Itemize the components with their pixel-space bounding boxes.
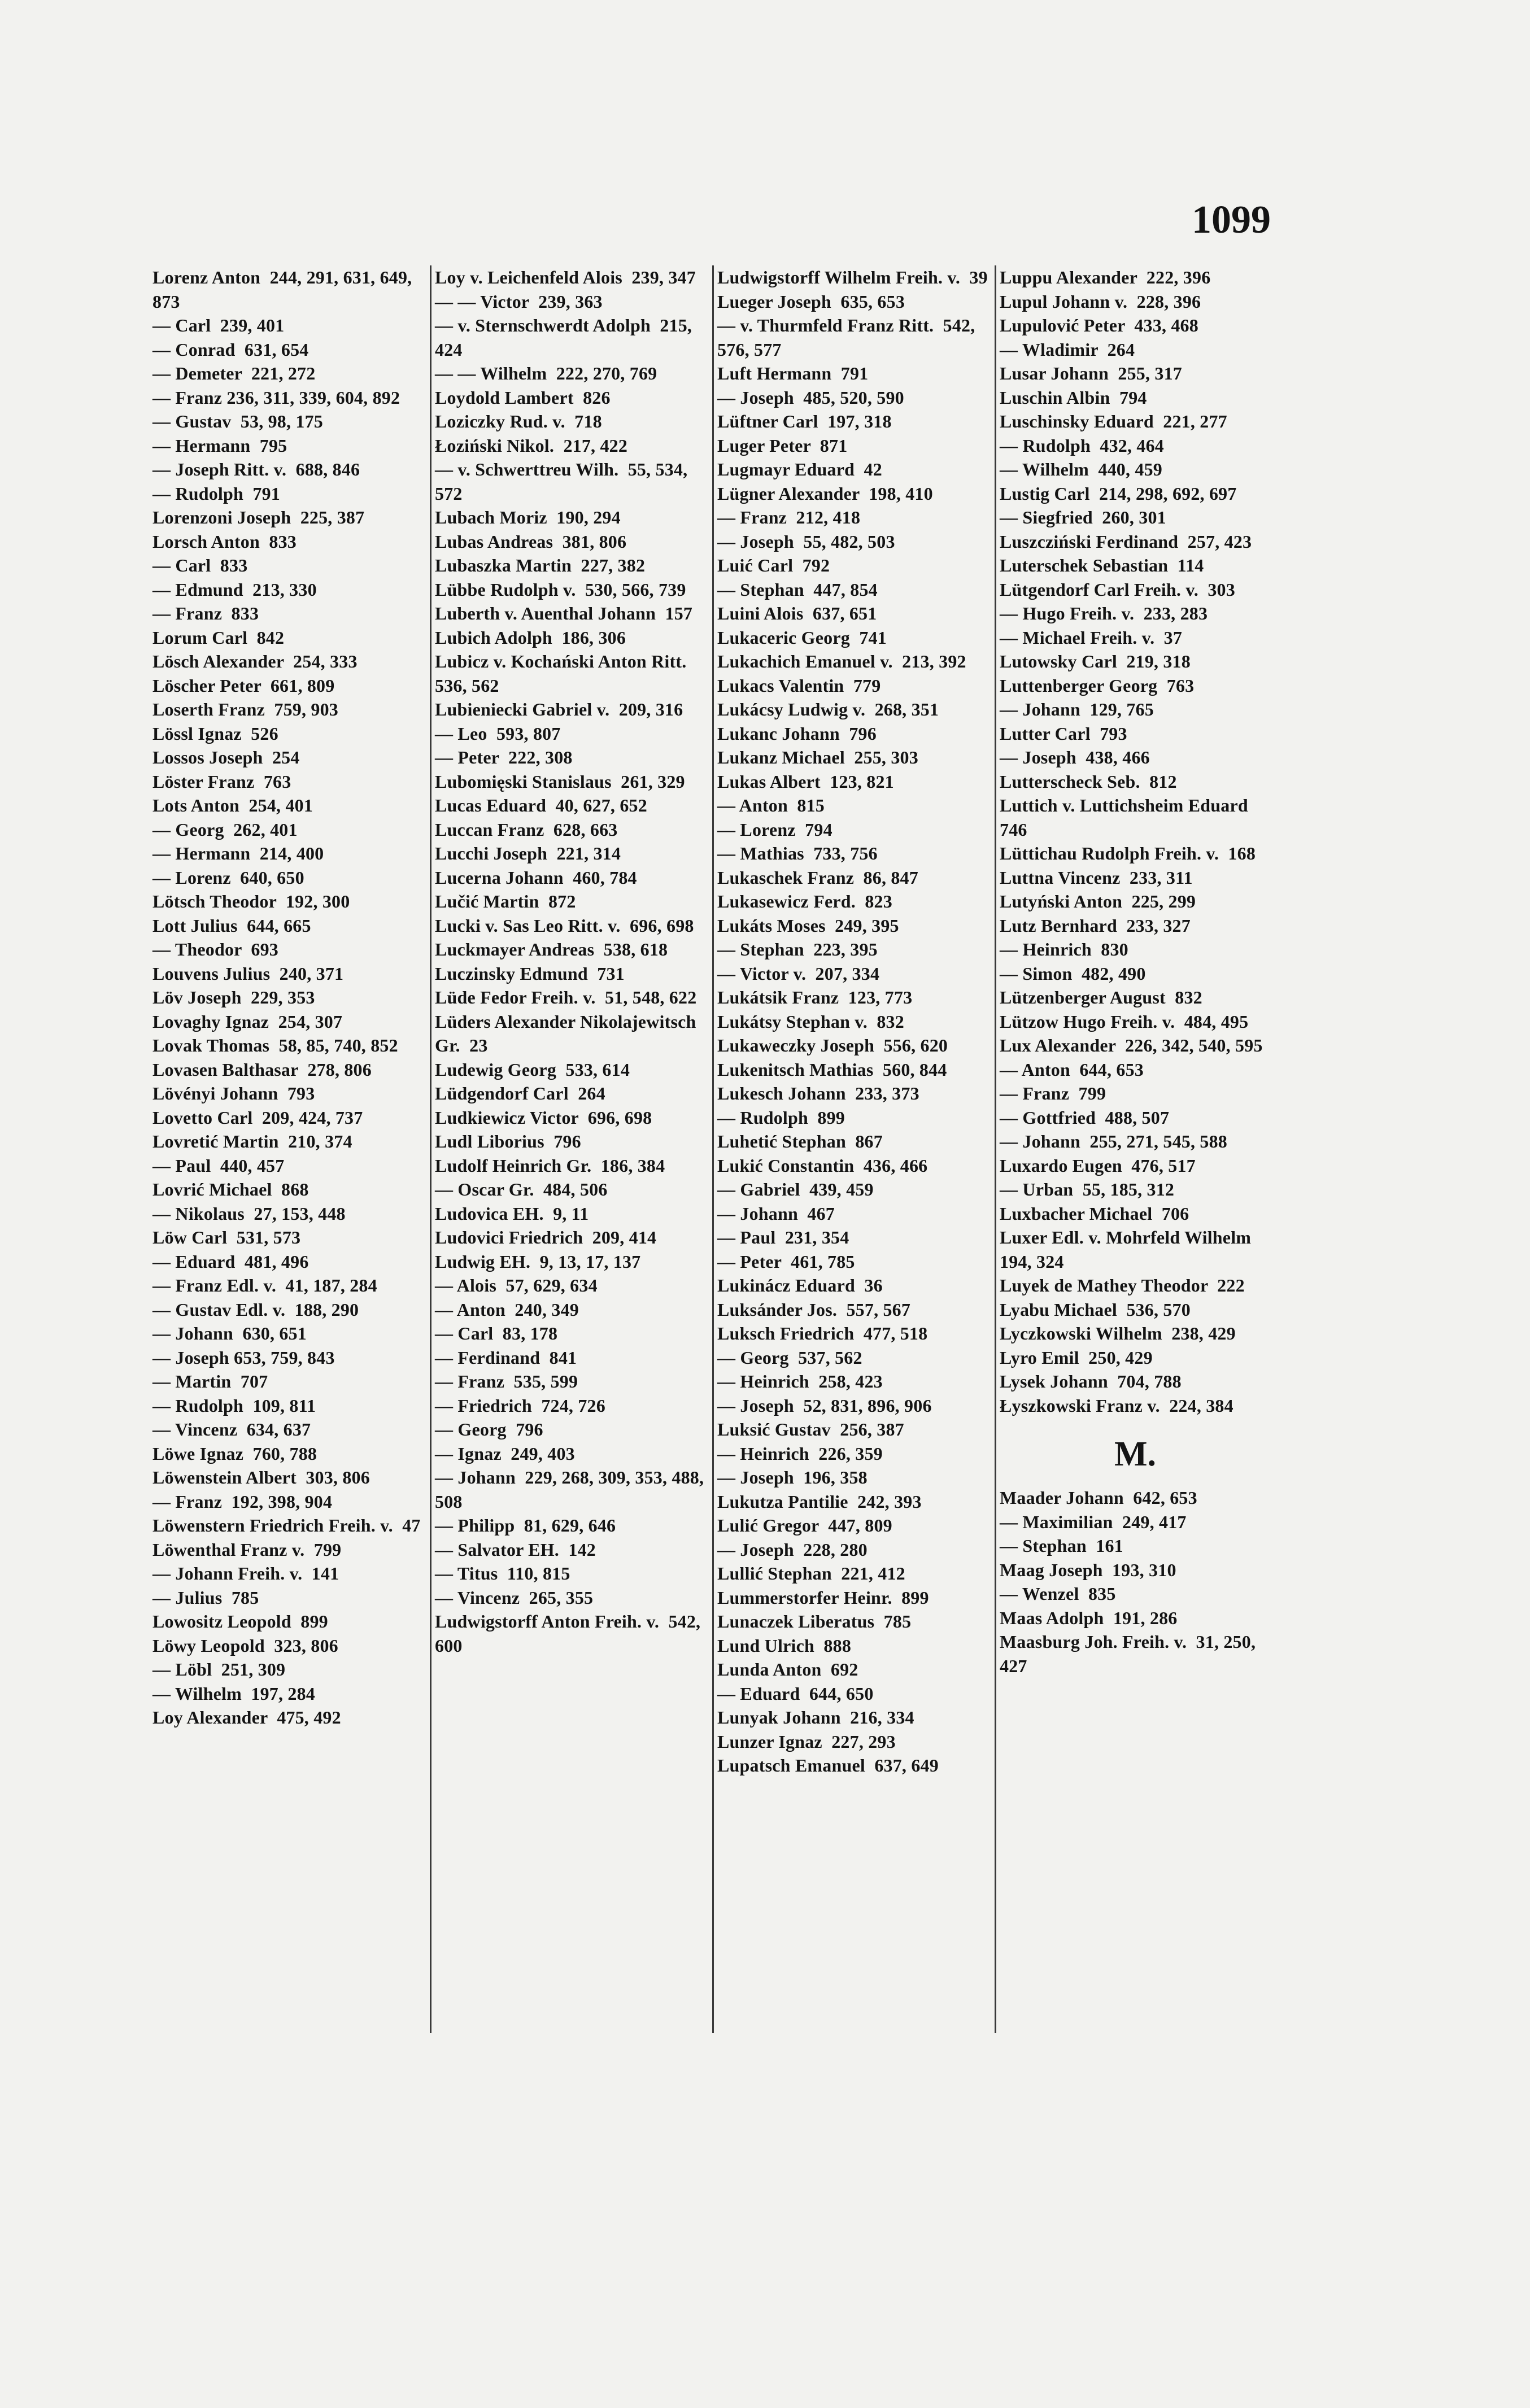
index-entry: — Gustav Edl. v. 188, 290 [152, 1299, 359, 1320]
index-entry: Löwenthal Franz v. 799 [152, 1539, 342, 1560]
index-entry: Lysek Johann 704, 788 [1000, 1371, 1182, 1391]
index-entry: Luini Alois 637, 651 [717, 603, 877, 623]
index-entry: Lübbe Rudolph v. 530, 566, 739 [435, 579, 686, 600]
index-entry: — Franz 212, 418 [717, 507, 861, 527]
index-entry: — Michael Freih. v. 37 [1000, 627, 1183, 648]
index-entry: Lützow Hugo Freih. v. 484, 495 [1000, 1011, 1249, 1032]
index-entry: Lukaschek Franz 86, 847 [717, 867, 918, 888]
index-entry: — Georg 262, 401 [152, 819, 298, 840]
index-entry: Lucki v. Sas Leo Ritt. v. 696, 698 [435, 915, 694, 936]
index-entry: — Anton 240, 349 [435, 1299, 579, 1320]
index-entry: Loziczky Rud. v. 718 [435, 411, 602, 431]
index-entry: Lubieniecki Gabriel v. 209, 316 [435, 699, 683, 719]
index-entry: — Hermann 214, 400 [152, 843, 324, 863]
index-entry: Lutterscheck Seb. 812 [1000, 771, 1177, 792]
index-entry: Luksánder Jos. 557, 567 [717, 1299, 911, 1320]
index-entry: Lukacs Valentin 779 [717, 675, 881, 696]
index-entry: — Rudolph 432, 464 [1000, 435, 1164, 456]
index-entry: Luksić Gustav 256, 387 [717, 1419, 904, 1439]
index-entry: Lukáts Moses 249, 395 [717, 915, 899, 936]
index-entry: Lueger Joseph 635, 653 [717, 291, 905, 312]
index-entry: — Mathias 733, 756 [717, 843, 878, 863]
index-entry: Lorsch Anton 833 [152, 531, 297, 552]
index-entry: Lutter Carl 793 [1000, 723, 1127, 744]
index-entry: — Johann 255, 271, 545, 588 [1000, 1131, 1227, 1151]
index-entry: — Titus 110, 815 [435, 1563, 570, 1583]
index-entry: Luppu Alexander 222, 396 [1000, 267, 1211, 287]
index-entry: Lovasen Balthasar 278, 806 [152, 1059, 372, 1080]
column-divider [430, 265, 431, 2033]
index-entry: — Maximilian 249, 417 [1000, 1511, 1187, 1532]
index-entry: — Wladimir 264 [1000, 339, 1135, 360]
index-entry: Loy v. Leichenfeld Alois 239, 347 [435, 267, 696, 287]
index-entry: Luschin Albin 794 [1000, 387, 1147, 408]
index-entry: — Johann 630, 651 [152, 1323, 307, 1343]
index-entry: — Nikolaus 27, 153, 448 [152, 1203, 346, 1224]
index-entry: — Victor v. 207, 334 [717, 963, 880, 984]
section-letter: M. [1114, 1435, 1157, 1473]
index-entry: Lubach Moriz 190, 294 [435, 507, 621, 527]
index-entry: — Leo 593, 807 [435, 723, 561, 744]
index-entry: Lyro Emil 250, 429 [1000, 1347, 1153, 1368]
index-entry: Luttenberger Georg 763 [1000, 675, 1195, 696]
index-entry: Lüdgendorf Carl 264 [435, 1083, 605, 1103]
index-entry: Lukić Constantin 436, 466 [717, 1155, 928, 1176]
index-entry: Luger Peter 871 [717, 435, 848, 456]
index-entry: Lukanc Johann 796 [717, 723, 877, 744]
index-entry: Lukasewicz Ferd. 823 [717, 891, 892, 911]
index-entry: Luckmayer Andreas 538, 618 [435, 939, 668, 959]
index-entry: Luterschek Sebastian 114 [1000, 555, 1204, 575]
index-entry: — Eduard 644, 650 [717, 1683, 874, 1704]
index-entry: Ludwigstorff Wilhelm Freih. v. 39 [717, 267, 988, 287]
index-entry: Ludwigstorff Anton Freih. v. 542, 600 [435, 1611, 705, 1656]
index-entry: Lovetto Carl 209, 424, 737 [152, 1107, 363, 1128]
index-entry: — Edmund 213, 330 [152, 579, 317, 600]
index-entry: — Philipp 81, 629, 646 [435, 1515, 616, 1535]
index-entry: — Heinrich 226, 359 [717, 1443, 883, 1464]
index-column-2 [435, 265, 709, 1657]
index-entry: — Julius 785 [152, 1587, 259, 1608]
index-entry: Lusar Johann 255, 317 [1000, 363, 1183, 383]
index-entry: Luksch Friedrich 477, 518 [717, 1323, 928, 1343]
index-entry: Luxardo Eugen 476, 517 [1000, 1155, 1196, 1176]
index-entry: Lubomięski Stanislaus 261, 329 [435, 771, 685, 792]
index-entry: Lukinácz Eduard 36 [717, 1275, 883, 1295]
index-entry: — Rudolph 791 [152, 483, 280, 504]
index-entry: Lutowsky Carl 219, 318 [1000, 651, 1191, 671]
index-entry: Löv Joseph 229, 353 [152, 987, 315, 1007]
page-number: 1099 [1192, 198, 1271, 242]
index-entry: — Joseph 55, 482, 503 [717, 531, 895, 552]
index-entry: Louvens Julius 240, 371 [152, 963, 344, 984]
index-entry: — v. Sternschwerdt Adolph 215, 424 [435, 315, 697, 360]
index-entry: Lukas Albert 123, 821 [717, 771, 894, 792]
index-entry: Lunaczek Liberatus 785 [717, 1611, 912, 1631]
index-entry: Maader Johann 642, 653 [1000, 1487, 1197, 1508]
index-entry: Lowositz Leopold 899 [152, 1611, 328, 1631]
index-entry: Ludovici Friedrich 209, 414 [435, 1227, 657, 1247]
index-entry: Löwe Ignaz 760, 788 [152, 1443, 317, 1464]
index-entry: Łoziński Nikol. 217, 422 [435, 435, 628, 456]
index-entry: Łyszkowski Franz v. 224, 384 [1000, 1395, 1233, 1416]
index-entry: — — Victor 239, 363 [435, 291, 603, 312]
index-entry: Lukátsy Stephan v. 832 [717, 1011, 904, 1032]
index-entry: — Georg 537, 562 [717, 1347, 862, 1368]
index-entry: Lovak Thomas 58, 85, 740, 852 [152, 1035, 398, 1055]
index-entry: — Wenzel 835 [1000, 1583, 1116, 1604]
index-entry: Lugmayr Eduard 42 [717, 459, 882, 479]
index-entry: — Urban 55, 185, 312 [1000, 1179, 1175, 1199]
index-entry: Lukaweczky Joseph 556, 620 [717, 1035, 948, 1055]
index-entry: — Gabriel 439, 459 [717, 1179, 874, 1199]
index-column-4 [1000, 265, 1271, 1678]
index-entry: — Carl 83, 178 [435, 1323, 558, 1343]
index-entry: — Rudolph 899 [717, 1107, 845, 1128]
index-entry: Lukesch Johann 233, 373 [717, 1083, 919, 1103]
index-entry: — Demeter 221, 272 [152, 363, 316, 383]
index-entry: Löwenstern Friedrich Freih. v. 47 [152, 1515, 421, 1535]
index-entry: Lüde Fedor Freih. v. 51, 548, 622 [435, 987, 697, 1007]
index-entry: Luić Carl 792 [717, 555, 830, 575]
index-entry: — Hugo Freih. v. 233, 283 [1000, 603, 1208, 623]
index-entry: — Carl 239, 401 [152, 315, 285, 335]
index-entry: Ludovica EH. 9, 11 [435, 1203, 589, 1224]
index-entry: Lukutza Pantilie 242, 393 [717, 1491, 922, 1512]
index-entry: — Ignaz 249, 403 [435, 1443, 575, 1464]
index-entry: Lunzer Ignaz 227, 293 [717, 1731, 896, 1752]
index-entry: Lupul Johann v. 228, 396 [1000, 291, 1201, 312]
index-entry: — Vincenz 265, 355 [435, 1587, 594, 1608]
index-entry: Lucerna Johann 460, 784 [435, 867, 637, 888]
index-entry: — Siegfried 260, 301 [1000, 507, 1166, 527]
index-entry: Löster Franz 763 [152, 771, 291, 792]
index-entry: — Hermann 795 [152, 435, 287, 456]
index-entry: — Franz 535, 599 [435, 1371, 578, 1391]
index-entry: Lukaceric Georg 741 [717, 627, 887, 648]
index-entry: Lucchi Joseph 221, 314 [435, 843, 621, 863]
index-entry: Lügner Alexander 198, 410 [717, 483, 933, 504]
index-entry: Luberth v. Auenthal Johann 157 [435, 603, 693, 623]
column-divider [712, 265, 714, 2033]
index-entry: Lorenzoni Joseph 225, 387 [152, 507, 365, 527]
index-entry: Luft Hermann 791 [717, 363, 869, 383]
index-entry: — Rudolph 109, 811 [152, 1395, 316, 1416]
index-entry: — Wilhelm 440, 459 [1000, 459, 1162, 479]
index-entry: — Stephan 447, 854 [717, 579, 878, 600]
index-entry: — Franz 833 [152, 603, 259, 623]
index-entry: Luttich v. Luttichsheim Eduard 746 [1000, 795, 1258, 840]
index-entry: Lüttichau Rudolph Freih. v. 168 [1000, 843, 1256, 863]
index-entry: Lubaszka Martin 227, 382 [435, 555, 646, 575]
index-entry: — Lorenz 794 [717, 819, 832, 840]
index-entry: — Franz Edl. v. 41, 187, 284 [152, 1275, 377, 1295]
index-entry: Lyczkowski Wilhelm 238, 429 [1000, 1323, 1236, 1343]
index-entry: Maasburg Joh. Freih. v. 31, 250, 427 [1000, 1631, 1261, 1676]
index-entry: — Anton 815 [717, 795, 825, 815]
index-entry: — Salvator EH. 142 [435, 1539, 596, 1560]
index-entry: Lüders Alexander Nikolajewitsch Gr. 23 [435, 1011, 701, 1055]
index-entry: Lösch Alexander 254, 333 [152, 651, 358, 671]
index-entry: — Georg 796 [435, 1419, 543, 1439]
index-entry: — Johann 229, 268, 309, 353, 488, 508 [435, 1467, 709, 1512]
index-entry: — Löbl 251, 309 [152, 1659, 286, 1680]
index-entry: — Heinrich 830 [1000, 939, 1128, 959]
index-entry: Lubicz v. Kochański Anton Ritt. 536, 562 [435, 651, 696, 696]
index-entry: Löscher Peter 661, 809 [152, 675, 335, 696]
index-entry: Luccan Franz 628, 663 [435, 819, 618, 840]
index-entry: Lössl Ignaz 526 [152, 723, 278, 744]
index-entry: — Stephan 223, 395 [717, 939, 878, 959]
index-entry: Lukenitsch Mathias 560, 844 [717, 1059, 947, 1080]
index-entry: Lupatsch Emanuel 637, 649 [717, 1755, 939, 1776]
index-entry: — Johann 467 [717, 1203, 835, 1224]
index-entry: Ludolf Heinrich Gr. 186, 384 [435, 1155, 665, 1176]
index-entry: — Ferdinand 841 [435, 1347, 577, 1368]
index-entry: Lossos Joseph 254 [152, 747, 300, 767]
index-entry: Lyabu Michael 536, 570 [1000, 1299, 1191, 1320]
column-divider [995, 265, 996, 2033]
index-entry: Luyek de Mathey Theodor 222 [1000, 1275, 1245, 1295]
index-entry: Lustig Carl 214, 298, 692, 697 [1000, 483, 1237, 504]
index-entry: Lukácsy Ludwig v. 268, 351 [717, 699, 939, 719]
index-entry: — Stephan 161 [1000, 1535, 1123, 1556]
index-entry: — Joseph 653, 759, 843 [152, 1347, 335, 1368]
index-entry: Lucas Eduard 40, 627, 652 [435, 795, 647, 815]
index-entry: Lupulović Peter 433, 468 [1000, 315, 1198, 335]
index-entry: — Joseph 485, 520, 590 [717, 387, 904, 408]
index-entry: — Franz 236, 311, 339, 604, 892 [152, 387, 400, 408]
index-entry: — Peter 461, 785 [717, 1251, 855, 1272]
index-entry: Löw Carl 531, 573 [152, 1227, 301, 1247]
index-entry: Ludl Liborius 796 [435, 1131, 581, 1151]
index-entry: Lullić Stephan 221, 412 [717, 1563, 905, 1583]
index-entry: — Gottfried 488, 507 [1000, 1107, 1170, 1128]
index-entry: Lulić Gregor 447, 809 [717, 1515, 892, 1535]
index-entry: Lunyak Johann 216, 334 [717, 1707, 914, 1728]
index-entry: Loserth Franz 759, 903 [152, 699, 339, 719]
index-entry: Lukachich Emanuel v. 213, 392 [717, 651, 966, 671]
index-entry: — Joseph 52, 831, 896, 906 [717, 1395, 932, 1416]
index-column-1 [152, 265, 424, 1730]
index-entry: Lummerstorfer Heinr. 899 [717, 1587, 929, 1608]
index-entry: — Joseph 228, 280 [717, 1539, 868, 1560]
index-entry: — Joseph 438, 466 [1000, 747, 1150, 767]
index-entry: Löwy Leopold 323, 806 [152, 1635, 338, 1656]
index-entry: Lux Alexander 226, 342, 540, 595 [1000, 1035, 1263, 1055]
index-entry: Lutz Bernhard 233, 327 [1000, 915, 1191, 936]
index-entry: — Franz 799 [1000, 1083, 1106, 1103]
index-entry: — Martin 707 [152, 1371, 268, 1391]
index-entry: — Anton 644, 653 [1000, 1059, 1144, 1080]
index-entry: Lötsch Theodor 192, 300 [152, 891, 350, 911]
index-entry: Ludkiewicz Victor 696, 698 [435, 1107, 652, 1128]
index-entry: — Carl 833 [152, 555, 248, 575]
index-entry: — Alois 57, 629, 634 [435, 1275, 598, 1295]
index-entry: — — Wilhelm 222, 270, 769 [435, 363, 657, 383]
index-entry: Ludwig EH. 9, 13, 17, 137 [435, 1251, 641, 1272]
index-entry: Lots Anton 254, 401 [152, 795, 313, 815]
index-entry: — v. Thurmfeld Franz Ritt. 542, 576, 577 [717, 315, 980, 360]
index-entry: Lovrić Michael 868 [152, 1179, 309, 1199]
index-entry: — Wilhelm 197, 284 [152, 1683, 315, 1704]
index-entry: Lučić Martin 872 [435, 891, 576, 911]
index-entry: Lubas Andreas 381, 806 [435, 531, 627, 552]
index-entry: — Franz 192, 398, 904 [152, 1491, 333, 1512]
index-entry: — Friedrich 724, 726 [435, 1395, 605, 1416]
index-entry: — Joseph 196, 358 [717, 1467, 868, 1487]
index-entry: Löwenstein Albert 303, 806 [152, 1467, 370, 1487]
index-entry: — Peter 222, 308 [435, 747, 573, 767]
index-entry: Maag Joseph 193, 310 [1000, 1559, 1176, 1580]
index-entry: Lüftner Carl 197, 318 [717, 411, 892, 431]
index-entry: Luczinsky Edmund 731 [435, 963, 625, 984]
index-entry: — Theodor 693 [152, 939, 278, 959]
index-entry: Lütgendorf Carl Freih. v. 303 [1000, 579, 1235, 600]
index-entry: Ludewig Georg 533, 614 [435, 1059, 630, 1080]
index-entry: Lövényi Johann 793 [152, 1083, 315, 1103]
index-entry: Maas Adolph 191, 286 [1000, 1607, 1178, 1628]
index-entry: — Johann 129, 765 [1000, 699, 1154, 719]
index-entry: Luxer Edl. v. Mohrfeld Wilhelm 194, 324 [1000, 1227, 1261, 1272]
index-column-3 [717, 265, 988, 1778]
index-entry: Luhetić Stephan 867 [717, 1131, 883, 1151]
index-entry: — v. Schwerttreu Wilh. 55, 534, 572 [435, 459, 692, 504]
index-entry: Lund Ulrich 888 [717, 1635, 852, 1656]
index-columns [152, 265, 1282, 2067]
index-entry: Lott Julius 644, 665 [152, 915, 311, 936]
index-entry: Lützenberger August 832 [1000, 987, 1202, 1007]
index-entry: Lovaghy Ignaz 254, 307 [152, 1011, 343, 1032]
index-entry: — Simon 482, 490 [1000, 963, 1146, 984]
index-entry: — Heinrich 258, 423 [717, 1371, 883, 1391]
index-entry: Lovretić Martin 210, 374 [152, 1131, 352, 1151]
index-entry: Lorum Carl 842 [152, 627, 285, 648]
index-entry: Luszcziński Ferdinand 257, 423 [1000, 531, 1252, 552]
index-entry: — Gustav 53, 98, 175 [152, 411, 323, 431]
index-entry: — Oscar Gr. 484, 506 [435, 1179, 608, 1199]
index-entry: Lorenz Anton 244, 291, 631, 649, 873 [152, 267, 417, 312]
index-entry: — Paul 440, 457 [152, 1155, 285, 1176]
index-entry: Loy Alexander 475, 492 [152, 1707, 341, 1728]
index-entry: — Joseph Ritt. v. 688, 846 [152, 459, 360, 479]
index-entry: — Vincenz 634, 637 [152, 1419, 311, 1439]
index-entry: Lutyński Anton 225, 299 [1000, 891, 1196, 911]
index-entry: — Eduard 481, 496 [152, 1251, 309, 1272]
index-entry: — Paul 231, 354 [717, 1227, 849, 1247]
index-entry: Lunda Anton 692 [717, 1659, 858, 1680]
index-entry: — Johann Freih. v. 141 [152, 1563, 339, 1583]
index-entry: Lukátsik Franz 123, 773 [717, 987, 913, 1007]
index-entry: Luschinsky Eduard 221, 277 [1000, 411, 1227, 431]
index-entry: Luxbacher Michael 706 [1000, 1203, 1189, 1224]
index-entry: Lukanz Michael 255, 303 [717, 747, 918, 767]
index-entry: Loydold Lambert 826 [435, 387, 611, 408]
index-entry: — Conrad 631, 654 [152, 339, 309, 360]
index-entry: — Lorenz 640, 650 [152, 867, 304, 888]
index-entry: Lubich Adolph 186, 306 [435, 627, 626, 648]
index-entry: Luttna Vincenz 233, 311 [1000, 867, 1193, 888]
